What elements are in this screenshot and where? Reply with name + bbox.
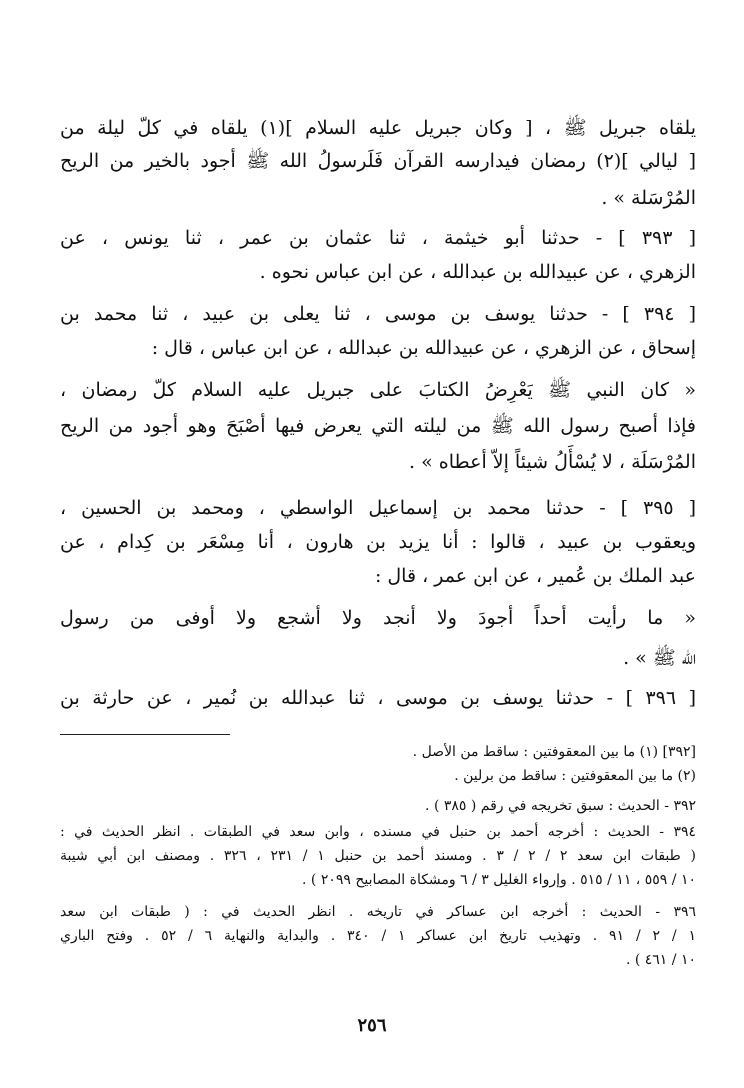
text-line: الله ﷺ » . (623, 647, 696, 669)
text-line: ويعقوب بن عبيد ، قالوا : أنا يزيد بن هارون ، أنا مِسْعَر بن كِدام ، عن (60, 531, 696, 553)
page-number: ٢٥٦ (357, 1015, 387, 1036)
text-line: عبد الملك بن عُمير ، عن ابن عمر ، قال : (374, 565, 696, 587)
footnote-line: ١ / ٢ / ٩١ . وتهذيب تاريخ ابن عساكر ١ / ٣٤٠ . والبداية والنهاية ٦ / ٥٢ . وفتح الباري (60, 928, 697, 944)
footnote-line: ٣٩٢ - الحديث : سبق تخريجه في رقم ( ٣٨٥ ) . (425, 798, 696, 814)
text-line: [ ٣٩٣ ] - حدثنا أبو خيثمة ، ثنا عثمان بن عمر ، ثنا يونس ، عن (60, 227, 696, 249)
footnote-separator (60, 734, 230, 735)
text-line: إسحاق ، عن الزهري ، عن عبيدالله بن عبدالله ، عن ابن عباس ، قال : (151, 337, 696, 359)
text-line: يلقاه جبريل ﷺ ، [ وكان جبريل عليه السلام ](١) يلقاه في كلّ ليلة من (60, 117, 696, 139)
text-line: [ ليالي ](٢) رمضان فيدارسه القرآن فَلَرسولُ الله ﷺ أجود بالخير من الريح (60, 150, 696, 172)
text-line: [ ٣٩٥ ] - حدثنا محمد بن إسماعيل الواسطي ، ومحمد بن الحسين ، (60, 497, 696, 519)
text-line: المُرْسَلَة ، لا يُسْأَلُ شيئاً إلاّ أعطاه » . (409, 451, 696, 473)
text-line: فإذا أصبح رسول الله ﷺ من ليلته التي يعرض فيها أصْبَحَ وهو أجود من الريح (60, 415, 696, 437)
footnote-line: ( طبقات ابن سعد ٢ / ٢ / ٣ . ومسند أحمد بن حنبل ١ / ٢٣١ ، ٣٢٦ . ومصنف ابن أبي شيبة (60, 848, 696, 864)
footnote-line: ٣٩٦ - الحديث : أخرجه ابن عساكر في تاريخه . انظر الحديث في : ( طبقات ابن سعد (60, 904, 696, 920)
text-line: [ ٣٩٤ ] - حدثنا يوسف بن موسى ، ثنا يعلى بن عبيد ، ثنا محمد بن (60, 303, 697, 325)
text-line: « ما رأيت أحداً أجودَ ولا أنجد ولا أشجع ولا أوفى من رسول (60, 607, 696, 629)
text-line: « كان النبي ﷺ يَعْرِضُ الكتابَ على جبريل عليه السلام كلّ رمضان ، (60, 379, 696, 401)
footnote-line: (٢) ما بين المعقوفتين : ساقط من برلين . (454, 768, 696, 784)
footnote-line: [٣٩٢] (١) ما بين المعقوفتين : ساقط من الأصل . (412, 744, 696, 760)
footnote-line: ٣٩٤ - الحديث : أخرجه أحمد بن حنبل في مسنده ، وابن سعد في الطبقات . انظر الحديث في : (60, 824, 696, 840)
footnote-line: ١٠ / ٥٥٩ ، ١١ / ٥١٥ . وإرواء الغليل ٣ / ٦ ومشكاة المصابيح ٢٠٩٩ ) . (302, 872, 696, 888)
text-line: المُرْسَلة » . (601, 187, 696, 209)
text-line: [ ٣٩٦ ] - حدثنا يوسف بن موسى ، ثنا عبدالله بن نُمير ، عن حارثة بن (60, 687, 696, 709)
text-line: الزهري ، عن عبيدالله بن عبدالله ، عن ابن عباس نحوه . (259, 261, 696, 283)
footnote-line: ١٠ / ٤٦١ ) . (625, 952, 696, 968)
